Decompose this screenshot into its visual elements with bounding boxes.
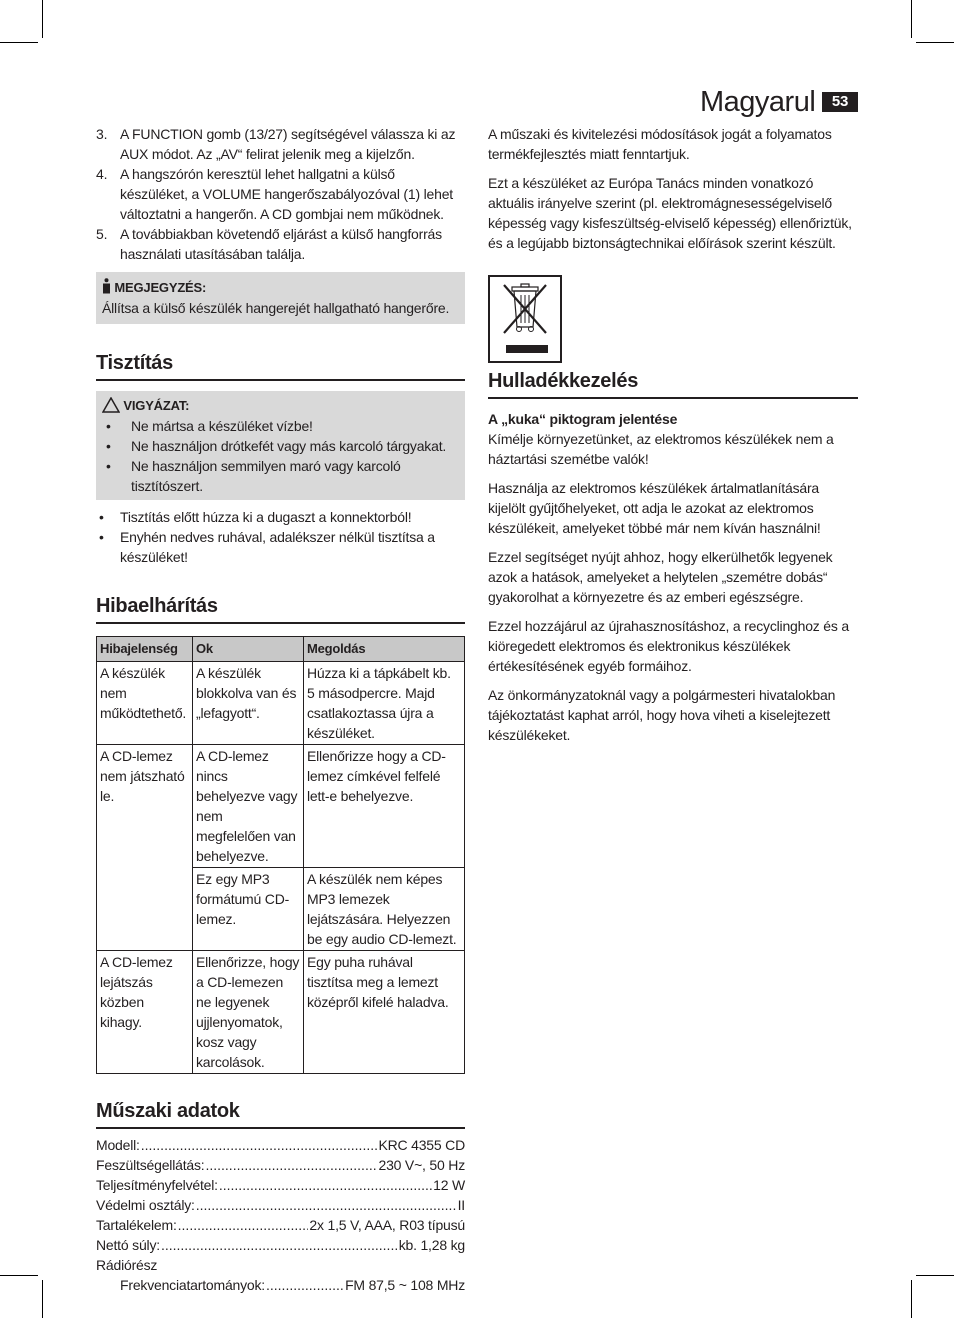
cleaning-list [96, 507, 465, 567]
paragraph: A műszaki és kivitelezési módosítások jogát a folyamatos termékfejlesztés miatt fenntartjuk. [488, 126, 832, 162]
note-box [96, 272, 465, 324]
section-title: Műszaki adatok [96, 1098, 465, 1129]
spec-group-label: Rádiórész [96, 1257, 158, 1273]
steps-list [96, 124, 465, 264]
table-cell: Ellenőrizze, hogy a CD-lemezen ne legyenek ujjlenyomatok, kosz vagy karcolások. [193, 951, 304, 1074]
table-cell: Húzza ki a tápkábelt kb. 5 másodpercre. Majd csatlakoztassa újra a készüléket. [304, 662, 465, 745]
table-header-row [97, 637, 465, 662]
spec-row: Modell: ..... KRC 4355 CD [96, 1135, 465, 1155]
table-cell: A CD-lemez nem játszható le. [97, 745, 193, 951]
table-cell: Egy puha ruhával tisztítsa meg a lemezt középről kifelé haladva. [304, 951, 465, 1074]
table-cell: A készülék nem működtethető. [97, 662, 193, 745]
troubleshooting-section [96, 593, 465, 1074]
info-icon [102, 278, 111, 294]
list-item: • Ne használjon drótkefét vagy más karcoló tárgyakat. [106, 438, 447, 454]
paragraph: Kímélje környezetünket, az elektromos készülékek nem a háztartási szemétbe valók! [488, 431, 834, 467]
warning-triangle-icon [102, 397, 120, 413]
paragraph: Használja az elektromos készülékek ártalmatlanítására kijelölt gyűjtőhelyeket, ott adja le azokat az elektromos készülékeit, amelyeket többé már nem kíván használni! [488, 480, 821, 536]
subsection-title: A „kuka“ piktogram jelentése [488, 411, 678, 427]
page-title: Magyarul [700, 86, 816, 118]
column-header: Hibajelenség [97, 637, 193, 662]
weee-bin-icon [488, 275, 562, 363]
spec-row: Feszültségellátás: ..... 230 V~, 50 Hz [96, 1155, 465, 1175]
crop-mark [916, 1275, 954, 1276]
note-title: MEGJEGYZÉS: [114, 280, 207, 295]
table-cell: Ellenőrizze hogy a CD-lemez címkével felfelé lett-e behelyezve. [304, 745, 465, 868]
cleaning-section [96, 350, 465, 567]
disposal-section [488, 368, 858, 745]
specs-list [96, 1135, 465, 1295]
crop-mark [0, 1275, 38, 1276]
troubleshooting-table [96, 636, 465, 1074]
list-item: • Ne használjon semmilyen maró vagy karcoló tisztítószert. [106, 458, 401, 494]
paragraph: Ezzel hozzájárul az újrahasznosításhoz, a recyclinghoz és a kiöregedett elektromos és elektronikus készülékek értékesítésének egyéb formáihoz. [488, 618, 849, 674]
column-header: Ok [193, 637, 304, 662]
section-title: Hibaelhárítás [96, 593, 465, 624]
section-title: Hulladékkezelés [488, 368, 858, 399]
section-title: Tisztítás [96, 350, 465, 381]
table-cell: A CD-lemez lejátszás közben kihagy. [97, 951, 193, 1074]
column-header: Megoldás [304, 637, 465, 662]
table-cell: A készülék nem képes MP3 lemezek lejátszására. Helyezzen be egy audio CD-lemezt. [304, 868, 465, 951]
crop-mark [0, 42, 38, 43]
table-cell: A készülék blokkolva van és „lefagyott“. [193, 662, 304, 745]
specs-section [96, 1098, 465, 1295]
crop-mark [42, 1280, 43, 1318]
crop-mark [911, 0, 912, 38]
crop-mark [911, 1280, 912, 1318]
warning-title: VIGYÁZAT: [123, 398, 190, 413]
paragraph: Ezzel segítséget nyújt ahhoz, hogy elkerülhetők legyenek azok a hatások, amelyeket a helytelen „szemétre dobás“ gyakorolhat a környezetre és az emberi egészségre. [488, 549, 833, 605]
warning-list [102, 416, 459, 496]
warning-box [96, 391, 465, 500]
table-cell: A CD-lemez nincs behelyezve vagy nem megfelelően van behelyezve. [193, 745, 304, 868]
left-column [96, 124, 465, 1295]
table-cell: Ez egy MP3 formátumú CD-lemez. [193, 868, 304, 951]
table-row [97, 745, 465, 868]
list-item: • Enyhén nedves ruhával, adalékszer nélkül tisztítsa a készüléket! [99, 529, 435, 565]
list-item: • Ne mártsa a készüléket vízbe! [106, 418, 313, 434]
table-row [97, 951, 465, 1074]
spec-row: Teljesítményfelvétel: ..... 12 W [96, 1175, 465, 1195]
list-item: 3. A FUNCTION gomb (13/27) segítségével válassza ki az AUX módot. Az „AV“ felirat jelenik meg a kijelzőn. [96, 126, 456, 162]
crop-mark [916, 42, 954, 43]
spec-row: Védelmi osztály: ..... II [96, 1195, 465, 1215]
page-number: 53 [822, 92, 858, 112]
list-item: 4. A hangszórón keresztül lehet hallgatni a külső készüléket, a VOLUME hangerőszabályozóval (1) lehet változtatni a hangerőn. A CD gombjai nem működnek. [96, 166, 453, 222]
list-item: • Tisztítás előtt húzza ki a dugaszt a konnektorból! [99, 509, 412, 525]
list-item: 5. A továbbiakban követendő eljárást a külső hangforrás használati utasításában találja. [96, 226, 442, 262]
spec-row: Frekvenciatartományok: ..... FM 87,5 ~ 108 MHz [96, 1275, 465, 1295]
note-text: Állítsa a külső készülék hangerejét hallgatható hangerőre. [102, 300, 450, 316]
spec-row: Nettó súly: ..... kb. 1,28 kg [96, 1235, 465, 1255]
right-column [488, 124, 858, 754]
paragraph: Ezt a készüléket az Európa Tanács minden vonatkozó aktuális irányelve szerint (pl. elektromágnesességelviselő képesség vagy kisfeszültség-elviselő képesség) ellenőriztük, és a legújabb biztonságtechnikai előírások szerint készült. [488, 175, 852, 251]
crop-mark [42, 0, 43, 38]
paragraph: Az önkormányzatoknál vagy a polgármesteri hivatalokban tájékoztatást kaphat arról, hogy hova viheti a kiselejtezett készülékeket. [488, 687, 836, 743]
table-row [97, 662, 465, 745]
spec-row: Tartalékelem: ..... 2x 1,5 V, AAA, R03 típusú [96, 1215, 465, 1235]
